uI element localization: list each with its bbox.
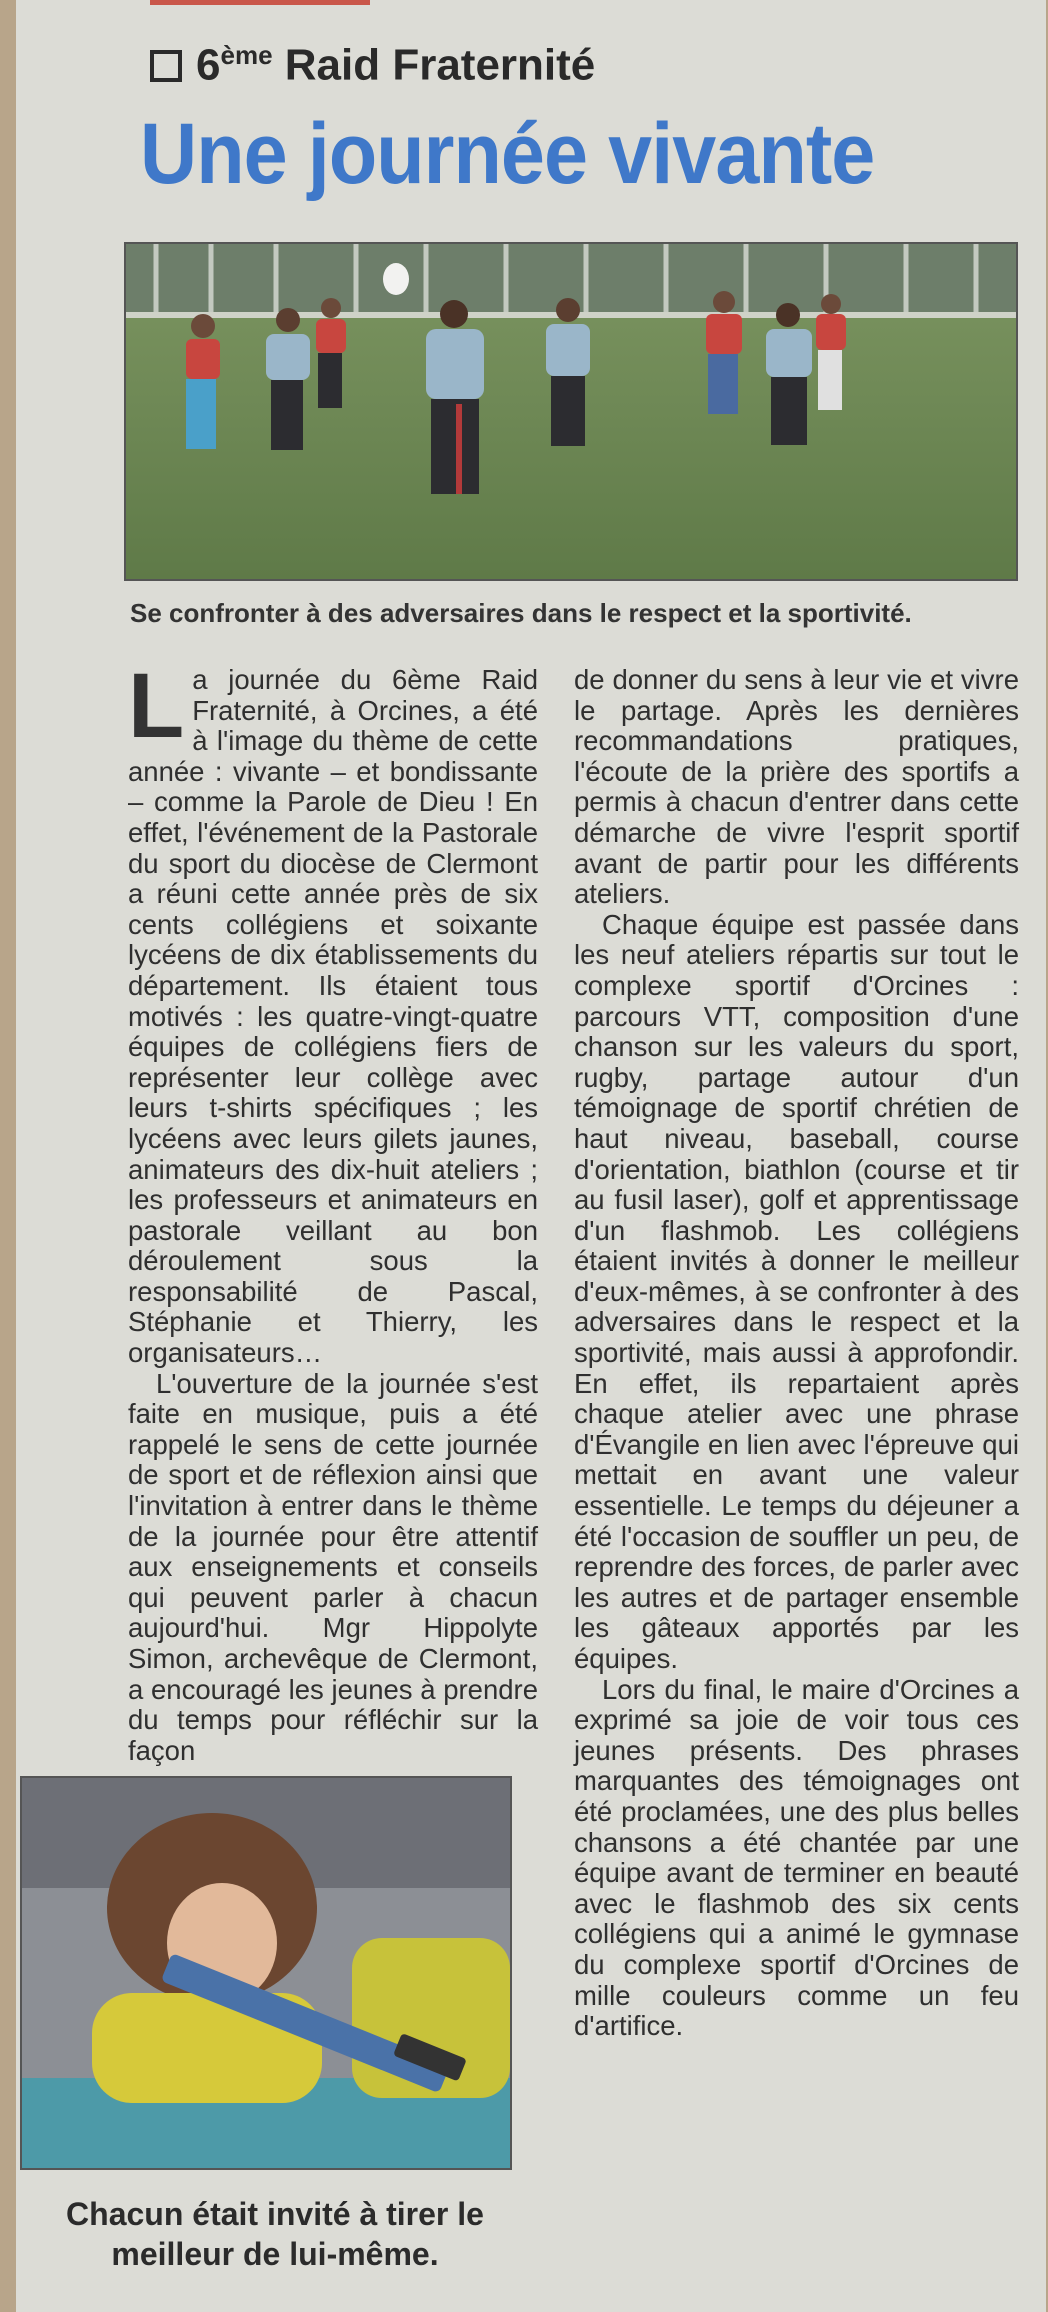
drop-cap: L — [128, 655, 185, 757]
kicker — [150, 40, 595, 91]
photo-caption: Chacun était invité à tirer le meilleur de lui-même. — [66, 2196, 484, 2272]
article-paragraph: Lors du final, le maire d'Orcines a exprimé sa joie de voir tous ces jeunes présents. Des phrases marquantes des témoignages ont été proclamées, une des plus belles chansons a été chantée par une équipe avant de terminer en beauté avec le flashmob des six cents collégiens qui a animé le gymnase du complexe sportif d'Orcines de mille couleurs comme un feu d'artifice. — [574, 1673, 1019, 2042]
checkbox-square-icon — [150, 50, 182, 82]
article-paragraph — [128, 655, 538, 1369]
article-paragraph: L'ouverture de la journée s'est faite en musique, puis a été rappelé le sens de cette journée de sport et de réflexion ainsi que l'invitation à entrer dans le thème de la journée pour être attentif aux enseignements et conseils qui peuvent parler à chacun aujourd'hui. Mgr Hippolyte Simon, archevêque de Clermont, a encouragé les jeunes à prendre du temps pour réfléchir sur la façon — [128, 1367, 538, 1766]
headline: Une journée vivante — [140, 106, 875, 202]
top-rule — [150, 0, 370, 5]
article-column-right — [574, 665, 1019, 2042]
laser-shooting-photo — [20, 1776, 512, 2170]
article-paragraph: Chaque équipe est passée dans les neuf ateliers répartis sur tout le complexe sportif d'Orcines : parcours VTT, composition d'une chanson sur les valeurs du sport, rugby, partage autour d'un témoignage de sportif chrétien de haut niveau, baseball, course d'orientation, biathlon (course et tir au fusil laser), golf et apprentissage d'un flashmob. Les collégiens étaient invités à donner le meilleur d'eux-mêmes, à se confronter à des adversaires dans le respect et la sportivité, mais aussi à approfondir. En effet, ils repartaient après chaque atelier avec une phrase d'Évangile en lien avec l'épreuve qui mettait en avant une valeur essentielle. Le temps du déjeuner a été l'occasion de souffler un peu, de reprendre des forces, de parler avec les autres et de partager ensemble les gâteaux apportés par les équipes. — [574, 908, 1019, 1674]
article-text: a journée du 6ème Raid Fraternité, à Orcines, a été à l'image du thème de cette année : vivante – et bondissante – comme la Parole de Dieu ! En effet, l'événement de la Pastorale du sport du diocèse de Clermont a réuni cette année près de six cents collégiens et soixante lycéens de dix établissements du département. Ils étaient tous motivés : les quatre-vingt-quatre équipes de collégiens fiers de représenter leur collège avec leurs t-shirts spécifiques ; les lycéens avec leurs gilets jaunes, animateurs des dix-huit ateliers ; les professeurs et animateurs en pastorale veillant au bon déroulement sous la responsabilité de Pascal, Stéphanie et Thierry, les organisateurs… — [128, 664, 538, 1369]
rugby-field-photo — [124, 242, 1018, 581]
article-paragraph: de donner du sens à leur vie et vivre le partage. Après les dernières recommandations pratiques, l'écoute de la prière des sportifs a permis à chacun d'entrer dans cette démarche de vivre l'esprit sportif avant de partir pour les différents ateliers. — [574, 664, 1019, 910]
kicker-number: 6 — [196, 40, 221, 90]
kicker-superscript: ème — [220, 40, 273, 70]
photo-caption: Se confronter à des adversaires dans le respect et la sportivité. — [130, 598, 912, 628]
article-column-left — [128, 655, 538, 1766]
kicker-text: Raid Fraternité — [272, 40, 596, 90]
